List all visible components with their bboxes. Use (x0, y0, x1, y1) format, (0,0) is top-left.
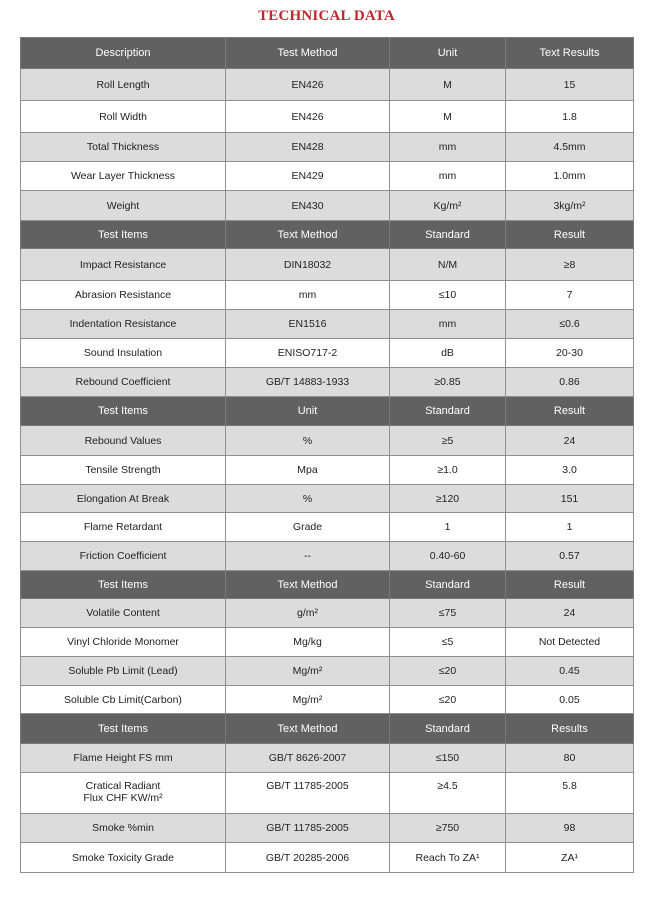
table-cell: Kg/m² (390, 191, 506, 221)
table-cell: 3.0 (506, 456, 634, 485)
table-row (21, 426, 634, 456)
table-cell: ≥4.5 (390, 773, 506, 814)
table-cell: Reach To ZA¹ (390, 843, 506, 873)
table-cell: GB/T 8626-2007 (226, 744, 390, 773)
table-cell: g/m² (226, 599, 390, 628)
column-header: Test Items (21, 714, 226, 744)
table-cell: 20-30 (506, 339, 634, 368)
table-cell: 1.0mm (506, 162, 634, 191)
table-cell: Flame Retardant (21, 513, 226, 542)
table-row (21, 744, 634, 773)
table-row (21, 513, 634, 542)
table-cell: Indentation Resistance (21, 310, 226, 339)
table-cell: 3kg/m² (506, 191, 634, 221)
table-cell: ≥120 (390, 485, 506, 513)
table-cell: % (226, 485, 390, 513)
table-cell: ≥0.85 (390, 368, 506, 397)
table-cell: Vinyl Chloride Monomer (21, 628, 226, 657)
table-cell: ≤75 (390, 599, 506, 628)
table-cell: Mg/m² (226, 686, 390, 714)
table-cell: % (226, 426, 390, 456)
column-header: Test Items (21, 397, 226, 426)
table-cell: M (390, 69, 506, 101)
table-cell: Sound Insulation (21, 339, 226, 368)
table-cell: mm (390, 310, 506, 339)
table-cell: Elongation At Break (21, 485, 226, 513)
section-header-row (21, 714, 634, 744)
table-cell: mm (390, 162, 506, 191)
table-row (21, 485, 634, 513)
table-row (21, 814, 634, 843)
table-row (21, 628, 634, 657)
table-cell: 151 (506, 485, 634, 513)
table-cell: Mpa (226, 456, 390, 485)
table-cell: ≤5 (390, 628, 506, 657)
table-cell: ≤150 (390, 744, 506, 773)
table-cell: ≥8 (506, 249, 634, 281)
table-cell: Grade (226, 513, 390, 542)
table-row (21, 339, 634, 368)
table-row (21, 249, 634, 281)
table-cell: Rebound Values (21, 426, 226, 456)
table-cell: EN426 (226, 69, 390, 101)
table-cell: Abrasion Resistance (21, 281, 226, 310)
table-cell: 4.5mm (506, 133, 634, 162)
table-cell: EN1516 (226, 310, 390, 339)
technical-data-body (21, 38, 634, 873)
table-cell: Soluble Pb Limit (Lead) (21, 657, 226, 686)
table-cell: Rebound Coefficient (21, 368, 226, 397)
table-row (21, 456, 634, 485)
table-cell: 0.86 (506, 368, 634, 397)
table-cell: -- (226, 542, 390, 571)
column-header: Result (506, 221, 634, 249)
table-row (21, 101, 634, 133)
table-cell: ≥1.0 (390, 456, 506, 485)
table-cell: 7 (506, 281, 634, 310)
table-row (21, 133, 634, 162)
table-cell: GB/T 11785-2005 (226, 773, 390, 814)
section-header-row (21, 38, 634, 69)
table-cell: 80 (506, 744, 634, 773)
table-cell: Tensile Strength (21, 456, 226, 485)
table-cell: EN429 (226, 162, 390, 191)
column-header: Test Items (21, 571, 226, 599)
table-cell: 1 (506, 513, 634, 542)
section-header-row (21, 397, 634, 426)
column-header: Test Method (226, 38, 390, 69)
table-cell: DIN18032 (226, 249, 390, 281)
table-cell: 0.45 (506, 657, 634, 686)
column-header: Result (506, 571, 634, 599)
table-cell: Mg/kg (226, 628, 390, 657)
table-cell: EN426 (226, 101, 390, 133)
column-header: Text Method (226, 221, 390, 249)
table-row (21, 773, 634, 814)
table-cell: Not Detected (506, 628, 634, 657)
table-row (21, 657, 634, 686)
column-header: Text Method (226, 571, 390, 599)
table-cell: ≤10 (390, 281, 506, 310)
table-cell: 98 (506, 814, 634, 843)
column-header: Text Method (226, 714, 390, 744)
column-header: Unit (226, 397, 390, 426)
table-row (21, 281, 634, 310)
page-title: TECHNICAL DATA (258, 8, 395, 24)
table-cell: ≤0.6 (506, 310, 634, 339)
table-cell: Wear Layer Thickness (21, 162, 226, 191)
table-cell: EN428 (226, 133, 390, 162)
table-cell: ENISO717-2 (226, 339, 390, 368)
table-row (21, 686, 634, 714)
table-cell: mm (390, 133, 506, 162)
table-cell: Weight (21, 191, 226, 221)
column-header: Results (506, 714, 634, 744)
table-cell: 5.8 (506, 773, 634, 814)
table-cell: M (390, 101, 506, 133)
table-row (21, 542, 634, 571)
table-row (21, 69, 634, 101)
column-header: Text Results (506, 38, 634, 69)
table-cell: Total Thickness (21, 133, 226, 162)
table-cell: 15 (506, 69, 634, 101)
table-cell: GB/T 11785-2005 (226, 814, 390, 843)
section-header-row (21, 221, 634, 249)
column-header: Standard (390, 571, 506, 599)
table-cell: GB/T 20285-2006 (226, 843, 390, 873)
table-row (21, 843, 634, 873)
table-cell: GB/T 14883-1933 (226, 368, 390, 397)
table-cell: Flame Height FS mm (21, 744, 226, 773)
table-cell: Mg/m² (226, 657, 390, 686)
table-cell: 24 (506, 426, 634, 456)
column-header: Result (506, 397, 634, 426)
table-cell: Smoke Toxicity Grade (21, 843, 226, 873)
technical-data-table (20, 37, 634, 873)
table-cell: Volatile Content (21, 599, 226, 628)
table-cell: 0.40-60 (390, 542, 506, 571)
column-header: Standard (390, 221, 506, 249)
table-cell: 1.8 (506, 101, 634, 133)
column-header: Standard (390, 397, 506, 426)
table-cell: ≤20 (390, 686, 506, 714)
table-cell: dB (390, 339, 506, 368)
table-cell: 24 (506, 599, 634, 628)
table-cell: Impact Resistance (21, 249, 226, 281)
table-cell: 0.57 (506, 542, 634, 571)
table-cell: EN430 (226, 191, 390, 221)
column-header: Standard (390, 714, 506, 744)
table-row (21, 162, 634, 191)
section-header-row (21, 571, 634, 599)
table-cell: Friction Coefficient (21, 542, 226, 571)
column-header: Description (21, 38, 226, 69)
table-row (21, 310, 634, 339)
table-cell: 1 (390, 513, 506, 542)
table-cell: Smoke %min (21, 814, 226, 843)
table-cell: Roll Length (21, 69, 226, 101)
table-cell: ≤20 (390, 657, 506, 686)
table-cell: Soluble Cb Limit(Carbon) (21, 686, 226, 714)
table-cell: ≥5 (390, 426, 506, 456)
column-header: Test Items (21, 221, 226, 249)
table-cell: ≥750 (390, 814, 506, 843)
table-cell: Roll Width (21, 101, 226, 133)
table-cell: ZA¹ (506, 843, 634, 873)
table-row (21, 368, 634, 397)
table-cell: 0.05 (506, 686, 634, 714)
table-row (21, 599, 634, 628)
table-cell: N/M (390, 249, 506, 281)
column-header: Unit (390, 38, 506, 69)
table-cell: mm (226, 281, 390, 310)
table-cell: Cratical Radiant Flux CHF KW/m² (21, 773, 226, 814)
table-row (21, 191, 634, 221)
